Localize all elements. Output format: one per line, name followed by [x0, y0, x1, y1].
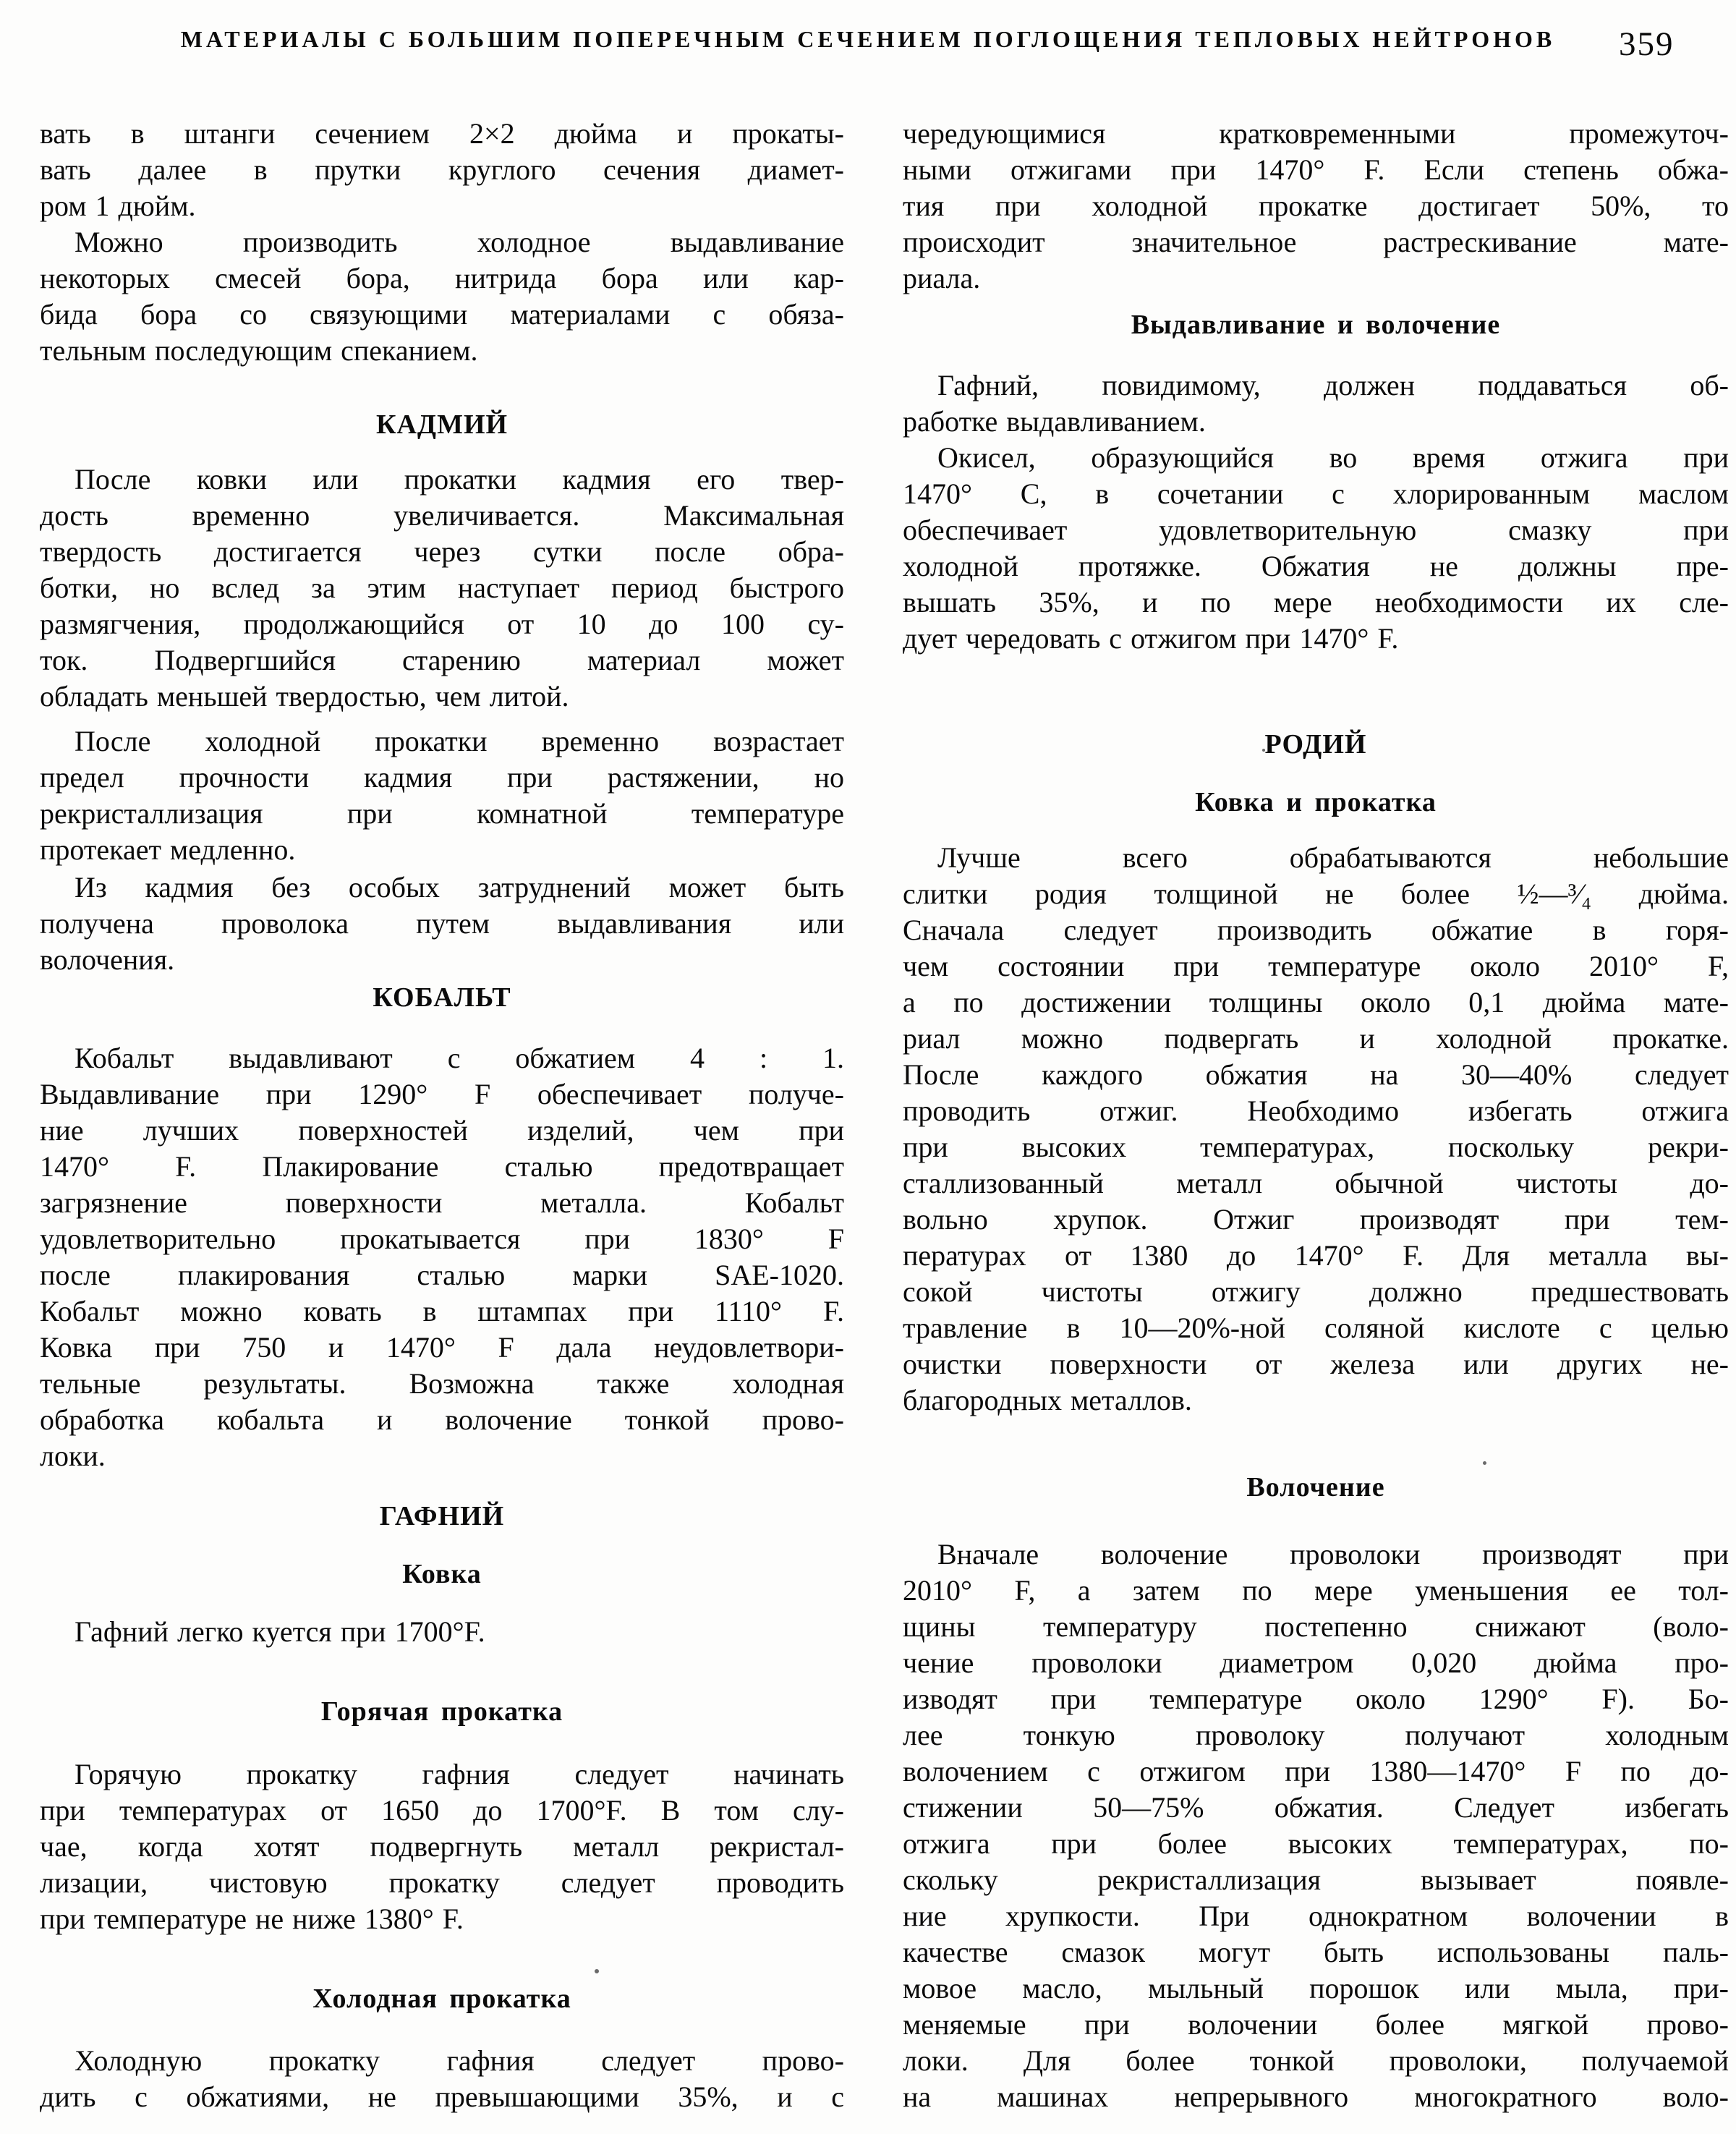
text-line: вать далее в прутки круглого сечения диамет-	[40, 153, 844, 186]
text-line: размягчения, продолжающийся от 10 до 100 су-	[40, 608, 844, 640]
text-line: тельные результаты. Возможна также холодная	[40, 1367, 844, 1400]
text-line: мовое масло, мыльный порошок или мыла, при-	[903, 1972, 1729, 2005]
text-line: ние лучших поверхностей изделий, чем при	[40, 1114, 844, 1147]
paragraph-hafnium-extrusion	[903, 367, 1729, 440]
text-line: После холодной прокатки временно возрастает	[75, 725, 844, 757]
text-line: качестве смазок могут быть использованы паль-	[903, 1936, 1729, 1968]
section-heading-hafnium: ГАФНИЙ	[379, 1501, 505, 1531]
scan-speck	[595, 1969, 599, 1973]
paragraph-cadmium-wire	[40, 870, 844, 978]
text-line: Ковка при 750 и 1470° F дала неудовлетвори-	[40, 1331, 844, 1364]
paragraph-boron-mixtures	[40, 224, 844, 369]
paragraph-hafnium-cold-rolling	[40, 2043, 844, 2115]
text-line: Кобальт выдавливают с обжатием 4 : 1.	[75, 1042, 844, 1074]
text-line: Окисел, образующийся во время отжига при	[937, 441, 1729, 474]
text-line: чем состоянии при температуре около 2010° F,	[903, 950, 1729, 982]
paragraph-rhodium-forging-rolling	[903, 840, 1729, 1419]
text-line: 2010° F, а затем по мере уменьшения ее тол-	[903, 1574, 1729, 1607]
text-line: происходит значительное растрескивание мате-	[903, 226, 1729, 258]
text-line: вышать 35%, и по мере необходимости их сле-	[903, 586, 1729, 618]
text-line: сталлизованный металл обычной чистоты до-	[903, 1167, 1729, 1199]
paragraph-rhodium-drawing	[903, 1536, 1729, 2115]
paragraph-cold-rolling-continued	[903, 116, 1729, 297]
text-line: лее тонкую проволоку получают холодным	[903, 1719, 1729, 1751]
text-line: волочения.	[40, 943, 175, 976]
text-line: дость временно увеличивается. Максимальная	[40, 499, 844, 532]
text-line: удовлетворительно прокатывается при 1830° F	[40, 1223, 844, 1255]
subsection-heading-forging: Ковка	[402, 1559, 482, 1589]
text-line: работке выдавливанием.	[903, 405, 1206, 438]
text-line: вольно хрупок. Отжиг производят при тем-	[903, 1203, 1729, 1236]
text-line: скольку рекристаллизация вызывает появле-	[903, 1863, 1729, 1896]
text-line: ние хрупкости. При однократном волочении в	[903, 1900, 1729, 1932]
text-line: меняемые при волочении более мягкой прово-	[903, 2008, 1729, 2041]
paragraph-extrusion-continued	[40, 116, 844, 224]
text-line: Вначале волочение проволоки производят при	[937, 1538, 1729, 1570]
text-line: локи. Для более тонкой проволоки, получаемой	[903, 2044, 1729, 2077]
text-line: тельным последующим спеканием.	[40, 334, 478, 367]
text-line: сокой чистоты отжигу должно предшествовать	[903, 1275, 1729, 1308]
paragraph-hafnium-oxide-lubricant	[903, 440, 1729, 657]
subsection-heading-hot-rolling: Горячая прокатка	[320, 1696, 563, 1727]
text-line: Гафний, повидимому, должен поддаваться об-	[937, 369, 1729, 401]
text-line: после плакирования сталью марки SAE-1020.	[40, 1259, 844, 1291]
text-line: чение проволоки диаметром 0,020 дюйма про-	[903, 1646, 1729, 1679]
section-heading-rhodium: РОДИЙ	[1264, 729, 1367, 760]
paragraph-cadmium-cold-rolling	[40, 723, 844, 868]
text-line: тия при холодной прокатке достигает 50%, то	[903, 190, 1729, 222]
subsection-heading-cold-rolling: Холодная прокатка	[312, 1984, 571, 2014]
text-line: Сначала следует производить обжатие в горя-	[903, 914, 1729, 946]
paragraph-hafnium-hot-rolling	[40, 1756, 844, 1937]
text-line: благородных металлов.	[903, 1384, 1192, 1416]
paragraph-cadmium-hardness	[40, 462, 844, 715]
text-line: Холодную прокатку гафния следует прово-	[75, 2044, 844, 2077]
text-line: ток. Подвергшийся старению материал может	[40, 644, 844, 676]
text-line: отжига при более высоких температурах, по-	[903, 1827, 1729, 1860]
subsection-heading-extrusion-drawing: Выдавливание и волочение	[1131, 310, 1501, 340]
paragraph-hafnium-forging	[40, 1614, 844, 1650]
text-line: слитки родия толщиной не более ½—³⁄₄ дюйма.	[903, 877, 1729, 910]
text-line: обеспечивает удовлетворительную смазку при	[903, 514, 1729, 546]
text-line: дует чередовать с отжигом при 1470° F.	[903, 622, 1399, 655]
text-line: щины температуру постепенно снижают (воло-	[903, 1610, 1729, 1643]
text-line: при высоких температурах, поскольку рекри-	[903, 1131, 1729, 1163]
text-line: обладать меньшей твердостью, чем литой.	[40, 680, 569, 713]
paragraph-cobalt	[40, 1040, 844, 1474]
text-line: вать в штанги сечением 2×2 дюйма и прокаты-	[40, 117, 844, 150]
text-line: протекает медленно.	[40, 833, 296, 866]
text-line: бида бора со связующими материалами с обяза-	[40, 298, 844, 331]
subsection-heading-forging-rolling: Ковка и прокатка	[1195, 787, 1437, 817]
subsection-heading-drawing: Волочение	[1246, 1472, 1385, 1502]
text-line: предел прочности кадмия при растяжении, но	[40, 761, 844, 794]
text-line: стижении 50—75% обжатия. Следует избегать	[903, 1791, 1729, 1824]
text-line: локи.	[40, 1440, 106, 1472]
text-line: ными отжигами при 1470° F. Если степень обжа-	[903, 153, 1729, 186]
text-line: некоторых смесей бора, нитрида бора или кар-	[40, 262, 844, 294]
text-line: травление в 10—20%-ной соляной кислоте с целью	[903, 1312, 1729, 1344]
text-line: чае, когда хотят подвергнуть металл рекристал-	[40, 1830, 844, 1863]
text-line: После ковки или прокатки кадмия его твер-	[75, 463, 844, 496]
text-line: дить с обжатиями, не превышающими 35%, и с	[40, 2080, 844, 2113]
text-line: очистки поверхности от железа или других не-	[903, 1348, 1729, 1380]
text-line: Можно производить холодное выдавливание	[75, 226, 844, 258]
text-line: пературах от 1380 до 1470° F. Для металла вы-	[903, 1239, 1729, 1272]
text-line: лизации, чистовую прокатку следует проводить	[40, 1866, 844, 1899]
text-line: получена проволока путем выдавливания или	[40, 907, 844, 940]
text-line: Гафний легко куется при 1700°F.	[75, 1615, 485, 1648]
text-line: при температурах от 1650 до 1700°F. В том слу-	[40, 1794, 844, 1827]
text-line: ботки, но вслед за этим наступает период быстрого	[40, 571, 844, 604]
text-line: а по достижении толщины около 0,1 дюйма мате-	[903, 986, 1729, 1019]
text-line: обработка кобальта и волочение тонкой прово-	[40, 1403, 844, 1436]
scan-speck	[1483, 1461, 1486, 1465]
page-number: 359	[1619, 25, 1675, 63]
text-line: ром 1 дюйм.	[40, 190, 196, 222]
text-line: холодной протяжке. Обжатия не должны пре-	[903, 550, 1729, 582]
scan-speck	[1262, 749, 1265, 752]
running-header-title: МАТЕРИАЛЫ С БОЛЬШИМ ПОПЕРЕЧНЫМ СЕЧЕНИЕМ ПОГЛОЩЕНИЯ ТЕПЛОВЫХ НЕЙТРОНОВ	[180, 26, 1556, 52]
text-line: риал можно подвергать и холодной прокатке.	[903, 1022, 1729, 1055]
text-line: чередующимися кратковременными промежуточ-	[903, 117, 1729, 150]
text-line: изводят при температуре около 1290° F). Бо-	[903, 1683, 1729, 1715]
text-line: рекристаллизация при комнатной температуре	[40, 797, 844, 830]
text-line: риала.	[903, 262, 981, 294]
text-line: на машинах непрерывного многократного воло-	[903, 2080, 1729, 2113]
text-line: Выдавливание при 1290° F обеспечивает получе-	[40, 1078, 844, 1110]
text-line: твердость достигается через сутки после обра-	[40, 535, 844, 568]
text-line: 1470° C, в сочетании с хлорированным маслом	[903, 477, 1729, 510]
text-line: Кобальт можно ковать в штампах при 1110° F.	[40, 1295, 844, 1327]
text-line: После каждого обжатия на 30—40% следует	[903, 1058, 1729, 1091]
text-line: при температуре не ниже 1380° F.	[40, 1903, 464, 1935]
text-line: Из кадмия без особых затруднений может быть	[75, 871, 844, 904]
text-line: Лучше всего обрабатываются небольшие	[937, 841, 1729, 874]
text-line: Горячую прокатку гафния следует начинать	[75, 1758, 844, 1790]
text-line: 1470° F. Плакирование сталью предотвращает	[40, 1150, 844, 1183]
section-heading-cobalt: КОБАЛЬТ	[373, 982, 511, 1013]
text-line: волочением с отжигом при 1380—1470° F по до-	[903, 1755, 1729, 1787]
text-line: загрязнение поверхности металла. Кобальт	[40, 1186, 844, 1219]
text-line: проводить отжиг. Необходимо избегать отжига	[903, 1094, 1729, 1127]
section-heading-cadmium: КАДМИЙ	[375, 409, 509, 440]
